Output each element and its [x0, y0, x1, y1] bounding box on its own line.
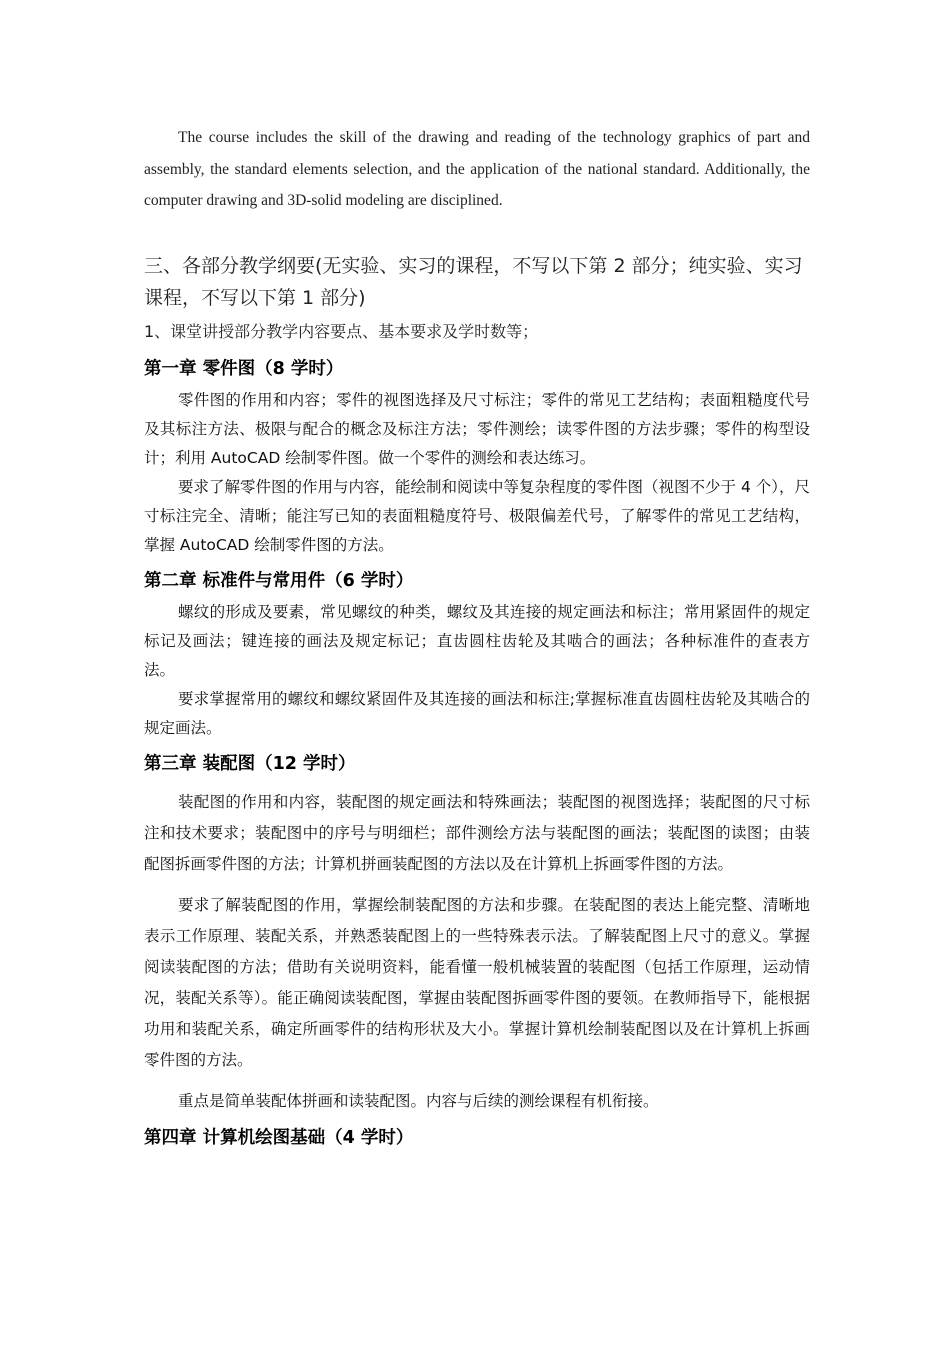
chapter-3-title: 第三章 装配图（12 学时）: [144, 753, 356, 774]
chapter-2-title: 第二章 标准件与常用件（6 学时）: [144, 570, 414, 591]
subsection-heading: 1、课堂讲授部分教学内容要点、基本要求及学时数等；: [144, 321, 539, 341]
english-abstract: The course includes the skill of the drawing and reading of the technology graphics of part and assembly, the standard elements selection, and the application of the national standard. Additionally, the computer drawing and 3D-solid modeling are disciplined.: [144, 129, 810, 209]
chapter-4-title: 第四章 计算机绘图基础（4 学时）: [144, 1127, 414, 1148]
chapter-1-requirement: 要求了解零件图的作用与内容，能绘制和阅读中等复杂程度的零件图（视图不少于 4 个），尺寸标注完全、清晰；能注写已知的表面粗糙度符号、极限偏差代号，了解零件的常见工艺结构，掌握 AutoCAD 绘制零件图的方法。: [144, 477, 810, 554]
chapter-3-content: 装配图的作用和内容，装配图的规定画法和特殊画法；装配图的视图选择；装配图的尺寸标注和技术要求；装配图中的序号与明细栏；部件测绘方法与装配图的画法；装配图的读图；由装配图拆画零件图的方法；计算机拼画装配图的方法以及在计算机上拆画零件图的方法。: [144, 792, 810, 873]
section-heading: 三、各部分教学纲要(无实验、实习的课程，不写以下第 2 部分；纯实验、实习课程，不写以下第 1 部分): [144, 254, 803, 309]
chapter-3-emphasis: 重点是简单装配体拼画和读装配图。内容与后续的测绘课程有机衔接。: [178, 1091, 659, 1110]
chapter-1-content: 零件图的作用和内容；零件的视图选择及尺寸标注；零件的常见工艺结构；表面粗糙度代号及其标注方法、极限与配合的概念及标注方法；零件测绘；读零件图的方法步骤；零件的构型设计；利用 AutoCAD 绘制零件图。做一个零件的测绘和表达练习。: [144, 390, 810, 467]
chapter-2-requirement: 要求掌握常用的螺纹和螺纹紧固件及其连接的画法和标注;掌握标准直齿圆柱齿轮及其啮合的规定画法。: [144, 689, 810, 737]
chapter-3-requirement: 要求了解装配图的作用，掌握绘制装配图的方法和步骤。在装配图的表达上能完整、清晰地表示工作原理、装配关系，并熟悉装配图上的一些特殊表示法。了解装配图上尺寸的意义。掌握阅读装配图的方法；借助有关说明资料，能看懂一般机械装置的装配图（包括工作原理，运动情况，装配关系等）。能正确阅读装配图，掌握由装配图拆画零件图的要领。在教师指导下，能根据功用和装配关系，确定所画零件的结构形状及大小。掌握计算机绘制装配图以及在计算机上拆画零件图的方法。: [144, 895, 810, 1069]
chapter-1-title: 第一章 零件图（8 学时）: [144, 358, 344, 379]
document-body: [144, 122, 810, 1155]
chapter-2-content: 螺纹的形成及要素，常见螺纹的种类，螺纹及其连接的规定画法和标注；常用紧固件的规定标记及画法；键连接的画法及规定标记；直齿圆柱齿轮及其啮合的画法；各种标准件的查表方法。: [144, 602, 810, 679]
